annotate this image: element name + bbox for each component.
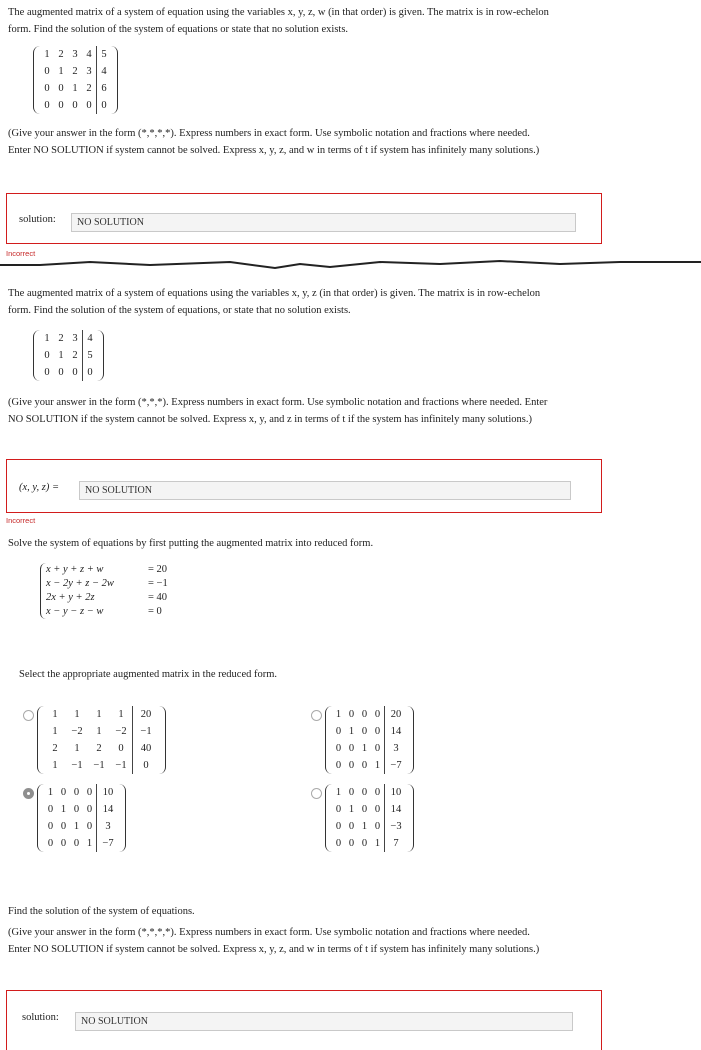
- matrix-cell: 0: [361, 838, 368, 849]
- matrix-grid: [40, 46, 111, 114]
- matrix-cell: 0: [47, 821, 54, 832]
- matrix-cell: 0: [348, 743, 355, 754]
- matrix-cell: 7: [385, 835, 408, 852]
- matrix-row: [40, 80, 111, 97]
- matrix-cell: 2: [58, 333, 64, 344]
- q2-answer-input[interactable]: NO SOLUTION: [79, 481, 571, 500]
- equation-lhs: 2x + y + 2z: [46, 592, 95, 603]
- q2-instructions: (Give your answer in the form (*,*,*). Express numbers in exact form. Use symbolic notation and fractions where needed. Enter NO SOLUTION if the system cannot be solved. Express x, y, and z in terms of t if the system has infinitely many solutions.): [8, 397, 548, 425]
- matrix-cell: 0: [47, 804, 54, 815]
- equation-row: [46, 605, 176, 619]
- matrix-cell: 0: [335, 743, 342, 754]
- matrix-cell: 1: [335, 787, 342, 798]
- matrix-row: [44, 757, 159, 774]
- matrix-cell: 1: [58, 350, 64, 361]
- matrix-cell: 4: [86, 49, 92, 60]
- matrix-cell: 3: [86, 66, 92, 77]
- matrix-cell: 0: [335, 838, 342, 849]
- equation-rhs: = 20: [148, 564, 168, 575]
- matrix-cell: 2: [52, 743, 58, 754]
- matrix-row: [40, 97, 111, 114]
- matrix-cell: 3: [385, 740, 408, 757]
- matrix-row: [44, 835, 119, 852]
- option-3-radio[interactable]: [23, 788, 34, 799]
- matrix-cell: 2: [72, 66, 78, 77]
- matrix-cell: −2: [115, 726, 127, 737]
- matrix-cell: 0: [361, 709, 368, 720]
- matrix-row: [332, 723, 407, 740]
- matrix-cell: 0: [361, 760, 368, 771]
- matrix-cell: 0: [60, 838, 67, 849]
- matrix-cell: 5: [97, 46, 112, 63]
- matrix-cell: 0: [361, 804, 368, 815]
- matrix-cell: 0: [58, 367, 64, 378]
- matrix-cell: 0: [374, 787, 381, 798]
- matrix-cell: 0: [47, 838, 54, 849]
- matrix-row: [332, 835, 407, 852]
- q3-answer-box: [6, 990, 602, 1050]
- q1-status: Incorrect: [6, 249, 36, 258]
- matrix-cell: 0: [44, 66, 50, 77]
- matrix-cell: 0: [86, 821, 93, 832]
- matrix-cell: −3: [385, 818, 408, 835]
- matrix-cell: 0: [44, 367, 50, 378]
- matrix-cell: 1: [96, 726, 102, 737]
- matrix-cell: 1: [361, 743, 368, 754]
- q3-select-prompt: Select the appropriate augmented matrix in the reduced form.: [19, 669, 278, 680]
- q3-find-prompt: Find the solution of the system of equations.: [8, 906, 195, 917]
- matrix-cell: 0: [60, 787, 67, 798]
- matrix-row: [332, 706, 407, 723]
- matrix-cell: 3: [72, 333, 78, 344]
- equation-lhs: x − y − z − w: [46, 606, 104, 617]
- matrix-cell: 10: [385, 784, 408, 801]
- matrix-cell: 1: [335, 709, 342, 720]
- matrix-grid: [44, 784, 119, 852]
- matrix-cell: 0: [73, 804, 80, 815]
- matrix-cell: 1: [44, 49, 50, 60]
- matrix-row: [44, 706, 159, 723]
- matrix-cell: −7: [97, 835, 120, 852]
- matrix-cell: 0: [374, 743, 381, 754]
- matrix-cell: 0: [58, 83, 64, 94]
- q3-answer-input[interactable]: NO SOLUTION: [75, 1012, 573, 1031]
- matrix-cell: 0: [86, 787, 93, 798]
- matrix-cell: 2: [86, 83, 92, 94]
- matrix-cell: 1: [374, 760, 381, 771]
- matrix-cell: 1: [52, 709, 58, 720]
- matrix-cell: 1: [58, 66, 64, 77]
- matrix-row: [40, 330, 97, 347]
- matrix-cell: 0: [72, 100, 78, 111]
- matrix-cell: 0: [335, 804, 342, 815]
- equation-row: [46, 563, 176, 577]
- q2-matrix: [33, 330, 104, 381]
- q2-intro: The augmented matrix of a system of equations using the variables x, y, z (in that order) is given. The matrix is in row-echelon form. Find the solution of the system of equations, or state that no solution exists.: [8, 288, 541, 316]
- matrix-cell: 14: [385, 723, 408, 740]
- q2-answer-label: (x, y, z) =: [19, 482, 60, 493]
- matrix-cell: 0: [348, 709, 355, 720]
- matrix-cell: 2: [72, 350, 78, 361]
- matrix-cell: 1: [86, 838, 93, 849]
- matrix-cell: 0: [348, 821, 355, 832]
- matrix-cell: 3: [97, 818, 120, 835]
- q3-equation-system: [40, 563, 176, 619]
- matrix-cell: 0: [73, 787, 80, 798]
- q2-status: Incorrect: [6, 516, 36, 525]
- matrix-cell: 10: [97, 784, 120, 801]
- matrix-cell: 4: [97, 63, 112, 80]
- matrix-cell: 1: [44, 333, 50, 344]
- matrix-row: [40, 364, 97, 381]
- q1-intro: The augmented matrix of a system of equation using the variables x, y, z, w (in that order) is given. The matrix is in row-echelon form. Find the solution of the system of equations or state that no solution exists.: [8, 7, 549, 35]
- q1-answer-input[interactable]: NO SOLUTION: [71, 213, 576, 232]
- matrix-grid: [40, 330, 97, 381]
- matrix-cell: 40: [133, 740, 160, 757]
- matrix-cell: 0: [348, 838, 355, 849]
- matrix-row: [332, 784, 407, 801]
- option-2-radio[interactable]: [311, 710, 322, 721]
- matrix-row: [44, 818, 119, 835]
- matrix-cell: 4: [83, 330, 98, 347]
- matrix-cell: 3: [72, 49, 78, 60]
- matrix-cell: 1: [118, 709, 124, 720]
- matrix-cell: 0: [86, 804, 93, 815]
- matrix-row: [44, 723, 159, 740]
- matrix-cell: 1: [52, 726, 58, 737]
- equation-row: [46, 591, 176, 605]
- q3-intro: Solve the system of equations by first putting the augmented matrix into reduced form.: [8, 538, 374, 549]
- matrix-cell: −1: [93, 760, 105, 771]
- option-3-matrix[interactable]: [37, 784, 126, 852]
- matrix-cell: 0: [60, 821, 67, 832]
- matrix-cell: 5: [83, 347, 98, 364]
- matrix-cell: 0: [335, 726, 342, 737]
- matrix-cell: 0: [73, 838, 80, 849]
- matrix-cell: 0: [44, 350, 50, 361]
- matrix-cell: 1: [374, 838, 381, 849]
- matrix-row: [44, 740, 159, 757]
- matrix-cell: 0: [374, 709, 381, 720]
- matrix-row: [332, 740, 407, 757]
- matrix-cell: 1: [52, 760, 58, 771]
- matrix-cell: 0: [335, 821, 342, 832]
- matrix-cell: −1: [115, 760, 127, 771]
- matrix-cell: 0: [348, 760, 355, 771]
- q1-instructions: (Give your answer in the form (*,*,*,*). Express numbers in exact form. Use symbolic notation and fractions where needed. Enter NO SOLUTION if system cannot be solved. Express x, y, z, and w in terms of t if system has infinitely many solutions.): [8, 128, 540, 156]
- q3-instructions: (Give your answer in the form (*,*,*,*). Express numbers in exact form. Use symbolic notation and fractions where needed. Enter NO SOLUTION if system cannot be solved. Express x, y, z, and w in terms of t if system has infinitely many solutions.): [8, 927, 540, 955]
- matrix-grid: [332, 706, 407, 774]
- matrix-cell: 0: [72, 367, 78, 378]
- matrix-cell: 0: [83, 364, 98, 381]
- equation-lhs: x + y + z + w: [46, 564, 104, 575]
- matrix-cell: 1: [96, 709, 102, 720]
- matrix-cell: 2: [58, 49, 64, 60]
- matrix-row: [44, 784, 119, 801]
- matrix-row: [44, 801, 119, 818]
- matrix-cell: 0: [44, 83, 50, 94]
- matrix-row: [40, 63, 111, 80]
- equation-lhs: x − 2y + z − 2w: [46, 578, 114, 589]
- matrix-cell: 20: [133, 706, 160, 723]
- option-1-matrix[interactable]: [37, 706, 166, 774]
- matrix-cell: 1: [47, 787, 54, 798]
- q1-answer-box: [6, 193, 602, 244]
- q3-answer-label: solution:: [22, 1012, 59, 1023]
- matrix-cell: 1: [74, 743, 80, 754]
- matrix-cell: −7: [385, 757, 408, 774]
- matrix-row: [332, 801, 407, 818]
- matrix-cell: 0: [374, 726, 381, 737]
- matrix-cell: 0: [97, 97, 112, 114]
- matrix-cell: 6: [97, 80, 112, 97]
- equation-rhs: = 0: [148, 606, 162, 617]
- matrix-grid: [332, 784, 407, 852]
- q1-matrix: [33, 46, 118, 114]
- q1-answer-label: solution:: [19, 214, 56, 225]
- matrix-row: [332, 818, 407, 835]
- matrix-cell: 14: [385, 801, 408, 818]
- equation-row: [46, 577, 176, 591]
- matrix-cell: 1: [348, 726, 355, 737]
- matrix-cell: 0: [335, 760, 342, 771]
- equation-rhs: = −1: [148, 578, 168, 589]
- matrix-cell: 0: [374, 804, 381, 815]
- matrix-cell: −2: [71, 726, 83, 737]
- matrix-cell: 0: [86, 100, 92, 111]
- matrix-row: [332, 757, 407, 774]
- matrix-cell: 0: [374, 821, 381, 832]
- matrix-grid: [44, 706, 159, 774]
- matrix-cell: 1: [60, 804, 67, 815]
- equation-rhs: = 40: [148, 592, 168, 603]
- matrix-cell: 1: [72, 83, 78, 94]
- matrix-cell: 1: [73, 821, 80, 832]
- matrix-cell: −1: [71, 760, 83, 771]
- matrix-cell: 0: [348, 787, 355, 798]
- option-1-radio[interactable]: [23, 710, 34, 721]
- matrix-row: [40, 46, 111, 63]
- matrix-cell: 1: [74, 709, 80, 720]
- matrix-cell: 0: [44, 100, 50, 111]
- matrix-cell: 1: [361, 821, 368, 832]
- matrix-cell: 20: [385, 706, 408, 723]
- page-tear-divider: [0, 256, 701, 276]
- matrix-cell: 0: [361, 787, 368, 798]
- matrix-cell: 0: [361, 726, 368, 737]
- matrix-cell: 14: [97, 801, 120, 818]
- option-4-radio[interactable]: [311, 788, 322, 799]
- matrix-cell: 0: [133, 757, 160, 774]
- option-2-matrix[interactable]: [325, 706, 414, 774]
- q2-answer-box: [6, 459, 602, 513]
- matrix-cell: −1: [133, 723, 160, 740]
- matrix-cell: 0: [58, 100, 64, 111]
- matrix-cell: 2: [96, 743, 102, 754]
- option-4-matrix[interactable]: [325, 784, 414, 852]
- matrix-cell: 1: [348, 804, 355, 815]
- matrix-cell: 0: [118, 743, 124, 754]
- matrix-row: [40, 347, 97, 364]
